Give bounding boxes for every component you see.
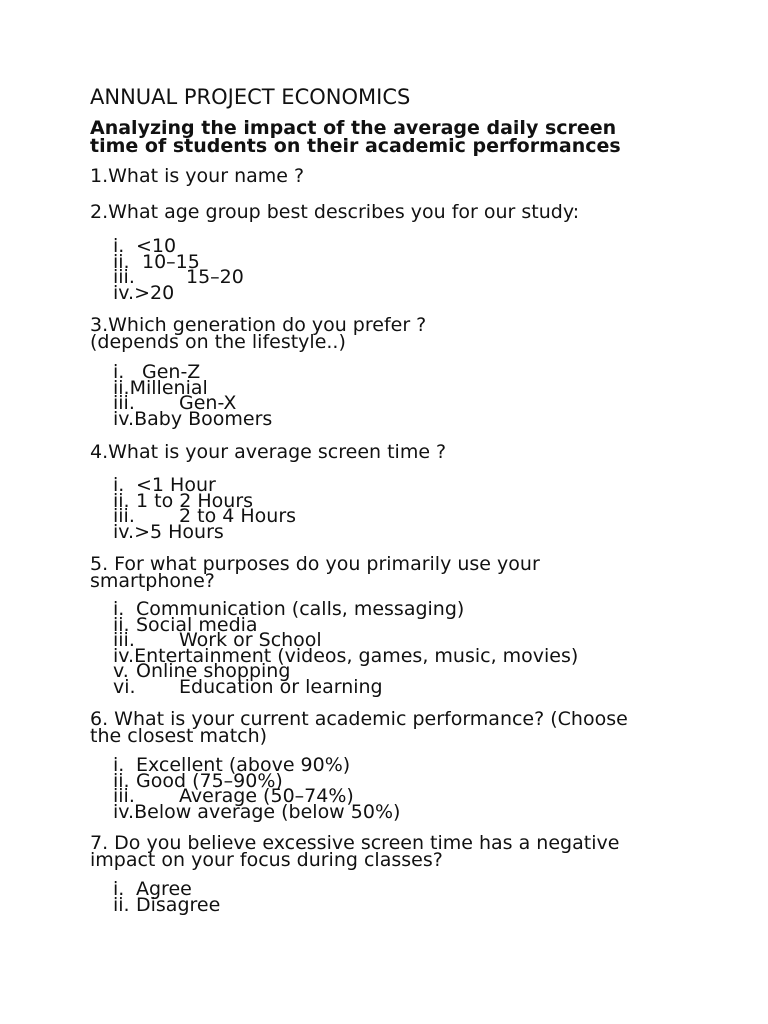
option-text: 2 to 4 Hours [179,505,297,527]
option-text: Millenial [129,376,208,399]
option-number: iv. [113,281,135,304]
option-text: 1 to 2 Hours [136,489,254,512]
question-1 [90,165,305,187]
option-number: ii. [113,250,130,273]
option-number: i. [113,754,125,776]
option-text: Online shopping [136,660,291,682]
option-text: <10 [136,235,177,257]
question-5-options [113,598,579,698]
option-number: i. [113,598,125,620]
question-text: impact on your focus during classes? [90,849,443,871]
option-number: i. [113,361,125,383]
option-number: v. [113,660,129,682]
list-item [113,407,273,430]
option-text: Communication (calls, messaging) [136,598,465,620]
question-text: (depends on the lifestyle..) [90,331,346,353]
list-item [113,675,578,698]
option-number: iii. [113,505,135,527]
question-5 [90,553,540,592]
question-2 [90,201,580,223]
option-text: 10–15 [142,250,200,273]
question-text: 2.What age group best describes you for our study: [90,201,580,223]
question-7-options [113,878,221,916]
option-text: <1 Hour [136,474,216,496]
option-number: iv. [113,407,135,430]
option-number: iii. [113,629,135,651]
option-number: iii. [113,392,135,414]
option-number: ii. [113,489,130,512]
option-number: iii. [113,266,135,288]
option-number: iv. [113,644,135,667]
question-text: 6. What is your current academic performance? (Choose [90,708,628,730]
question-text: 3.Which generation do you prefer ? [90,314,427,336]
question-text: smartphone? [90,570,215,592]
option-text: Gen-X [179,392,237,414]
question-2-options [113,235,244,304]
question-4-options [113,474,297,543]
option-text: Agree [136,878,192,900]
option-text: Excellent (above 90%) [136,754,351,776]
option-number: iv. [113,520,135,543]
question-7 [90,832,620,871]
question-text: the closest match) [90,725,268,747]
option-text: 15–20 [186,266,244,288]
option-text: Baby Boomers [134,407,273,430]
question-text: 4.What is your average screen time ? [90,441,447,463]
question-3-options [113,361,273,430]
option-number: iii. [113,785,135,807]
subtitle-line: time of students on their academic performances [90,135,621,157]
option-text: >20 [134,281,175,304]
question-text: 5. For what purposes do you primarily use your [90,553,540,575]
option-text: Work or School [179,629,322,651]
document-title: ANNUAL PROJECT ECONOMICS [90,85,411,109]
list-item [113,800,401,823]
option-number: vi. [113,675,136,698]
option-text: Social media [136,613,258,636]
question-6-options [113,754,401,823]
question-text: 7. Do you believe excessive screen time has a negative [90,832,620,854]
option-text: Good (75–90%) [136,769,283,792]
option-text: Entertainment (videos, games, music, movies) [134,644,579,667]
option-number: ii. [113,769,130,792]
option-number: i. [113,474,125,496]
document-subtitle [90,119,710,155]
question-text: 1.What is your name ? [90,165,305,187]
option-number: i. [113,235,125,257]
option-text: Education or learning [179,675,383,698]
question-3 [90,314,427,353]
question-4 [90,441,447,463]
option-number: ii. [113,893,130,916]
list-item [113,893,221,916]
option-number: i. [113,878,125,900]
option-number: iv. [113,800,135,823]
subtitle-line: Analyzing the impact of the average daily screen [90,117,617,139]
option-number: ii. [113,613,130,636]
option-text: >5 Hours [134,520,224,543]
question-6 [90,708,628,747]
option-text: Disagree [136,893,221,916]
option-text: Gen-Z [142,361,201,383]
option-text: Average (50–74%) [179,785,354,807]
option-text: Below average (below 50%) [134,800,401,823]
option-number: ii. [113,376,130,399]
